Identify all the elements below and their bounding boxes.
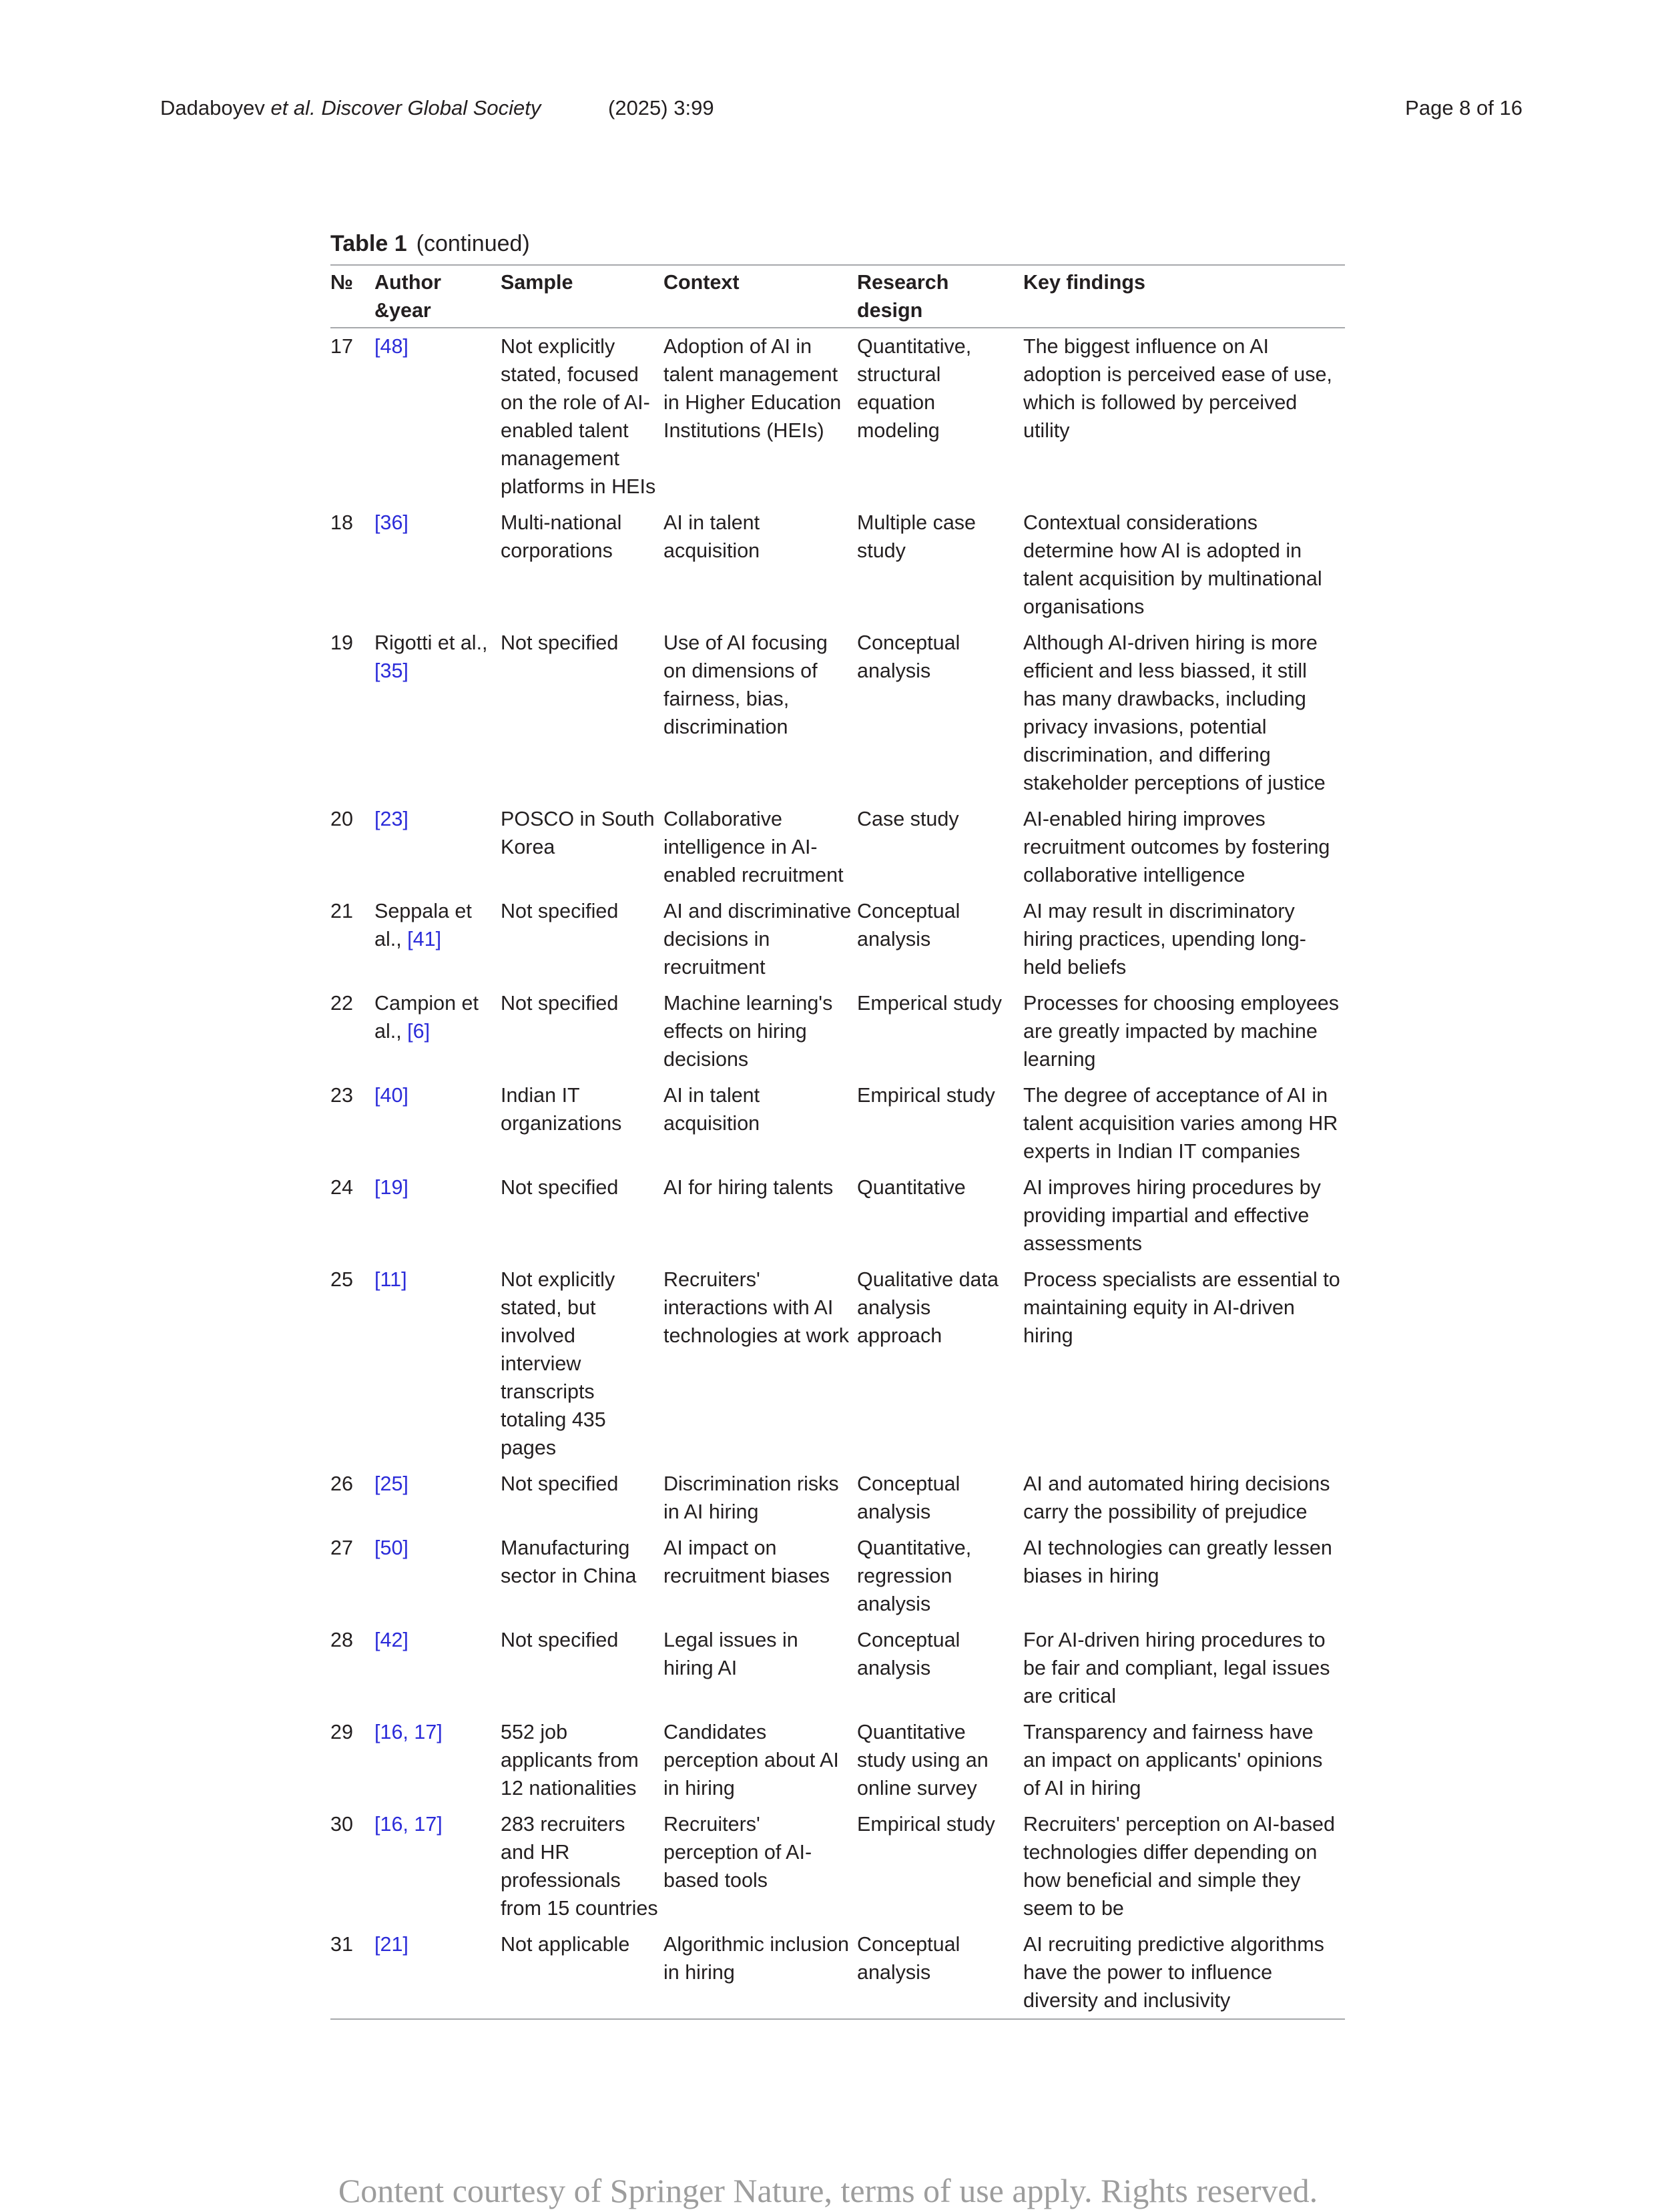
sample-cell: Manufacturing sector in China — [501, 1537, 637, 1587]
header-sample: Sample — [501, 271, 573, 294]
author-year-cell — [374, 1622, 501, 1714]
citation-link[interactable]: 16, 17 — [380, 1813, 437, 1836]
citation-bracket-close: ] — [402, 1629, 408, 1651]
citation-bracket-open: [ — [374, 659, 380, 682]
sample-cell: Not specified — [501, 1176, 619, 1199]
research-design-cell: Conceptual analysis — [857, 1472, 960, 1523]
author-year-cell — [374, 801, 501, 893]
key-findings-cell: Although AI-driven hiring is more efficient and less biassed, it still has many drawbacks, including privacy invasions, potential discrimination, and differing stakeholder perceptions of justice — [1023, 631, 1326, 794]
citation-bracket-close: ] — [402, 659, 408, 682]
table-row — [330, 801, 1345, 893]
table-caption — [330, 227, 1345, 264]
table-caption-label: Table 1 — [330, 231, 407, 256]
research-design-cell: Quantitative study using an online survey — [857, 1721, 989, 1800]
key-findings-cell: The biggest influence on AI adoption is perceived ease of use, which is followed by perceived utility — [1023, 335, 1332, 442]
sample-cell: 552 job applicants from 12 nationalities — [501, 1721, 639, 1800]
citation-link[interactable]: 35 — [380, 659, 403, 682]
table-row — [330, 1926, 1345, 2019]
table-row — [330, 1714, 1345, 1806]
table-row — [330, 1466, 1345, 1530]
sample-cell: Indian IT organizations — [501, 1084, 622, 1135]
row-number: 28 — [330, 1629, 353, 1651]
research-design-cell: Emperical study — [857, 992, 1002, 1015]
citation-bracket-open: [ — [374, 1629, 380, 1651]
author-year-cell — [374, 1714, 501, 1806]
citation-bracket-close: ] — [402, 1472, 408, 1495]
row-number: 22 — [330, 992, 353, 1015]
citation-bracket-open: [ — [374, 1933, 380, 1956]
row-number: 27 — [330, 1537, 353, 1559]
key-findings-cell: AI and automated hiring decisions carry the possibility of prejudice — [1023, 1472, 1330, 1523]
running-head-authors: Dadaboyev — [160, 96, 265, 119]
author-year-cell — [374, 1466, 501, 1530]
header-context: Context — [663, 271, 740, 294]
context-cell: AI and discriminative decisions in recruitment — [663, 900, 852, 979]
research-design-cell: Quantitative, structural equation modeling — [857, 335, 972, 442]
citation-bracket-open: [ — [374, 511, 380, 534]
author-year-cell — [374, 1926, 501, 2019]
research-design-cell: Conceptual analysis — [857, 1933, 960, 1984]
header-author-year: Author &year — [374, 271, 441, 322]
author-year-cell — [374, 625, 501, 801]
header-key-findings: Key findings — [1023, 271, 1146, 294]
citation-bracket-open: [ — [374, 1537, 380, 1559]
context-cell: Use of AI focusing on dimensions of fairness, bias, discrimination — [663, 631, 828, 738]
citation-link[interactable]: 36 — [380, 511, 403, 534]
key-findings-cell: The degree of acceptance of AI in talent acquisition varies among HR experts in Indian IT companies — [1023, 1084, 1338, 1163]
citation-bracket-open: [ — [374, 1268, 380, 1291]
table-row — [330, 505, 1345, 625]
citation-link[interactable]: 11 — [380, 1268, 402, 1291]
author-year-cell — [374, 1262, 501, 1466]
citation-link[interactable]: 41 — [412, 928, 436, 950]
row-number: 21 — [330, 900, 353, 922]
context-cell: AI in talent acquisition — [663, 1084, 760, 1135]
table-row — [330, 328, 1345, 505]
sample-cell: Not specified — [501, 992, 619, 1015]
author-year-cell — [374, 1530, 501, 1622]
citation-bracket-close: ] — [435, 928, 442, 950]
row-number: 19 — [330, 631, 353, 654]
author-name: Rigotti et al., — [374, 631, 488, 654]
key-findings-cell: AI technologies can greatly lessen biases in hiring — [1023, 1537, 1332, 1587]
author-year-cell — [374, 328, 501, 505]
table-row — [330, 893, 1345, 985]
author-year-cell — [374, 985, 501, 1077]
header-no: № — [330, 271, 353, 294]
author-year-cell — [374, 505, 501, 625]
author-year-cell — [374, 1169, 501, 1262]
research-design-cell: Empirical study — [857, 1084, 995, 1107]
citation-bracket-open: [ — [407, 1020, 413, 1043]
research-design-cell: Conceptual analysis — [857, 631, 960, 682]
running-head-etal: et al. — [270, 96, 316, 119]
row-number: 26 — [330, 1472, 353, 1495]
literature-table — [330, 264, 1345, 2020]
key-findings-cell: AI recruiting predictive algorithms have the power to influence diversity and inclusivity — [1023, 1933, 1324, 2012]
table-caption-subtitle: (continued) — [416, 231, 530, 256]
research-design-cell: Empirical study — [857, 1813, 995, 1836]
running-head-citation — [160, 93, 541, 123]
copyright-watermark: Content courtesy of Springer Nature, terms of use apply. Rights reserved. — [338, 2172, 1318, 2209]
context-cell: Recruiters' interactions with AI technologies at work — [663, 1268, 850, 1347]
context-cell: Discrimination risks in AI hiring — [663, 1472, 839, 1523]
context-cell: Collaborative intelligence in AI-enabled recruitment — [663, 808, 844, 886]
sample-cell: Not specified — [501, 1629, 619, 1651]
research-design-cell: Quantitative — [857, 1176, 966, 1199]
context-cell: Candidates perception about AI in hiring — [663, 1721, 839, 1800]
citation-link[interactable]: 40 — [380, 1084, 403, 1107]
author-name: Seppala et al., — [374, 900, 472, 950]
citation-link[interactable]: 23 — [380, 808, 403, 830]
citation-bracket-close: ] — [437, 1721, 443, 1743]
citation-bracket-open: [ — [374, 335, 380, 358]
citation-bracket-open: [ — [374, 1813, 380, 1836]
key-findings-cell: Transparency and fairness have an impact on applicants' opinions of AI in hiring — [1023, 1721, 1323, 1800]
table-row — [330, 1806, 1345, 1926]
key-findings-cell: Processes for choosing employees are greatly impacted by machine learning — [1023, 992, 1339, 1071]
sample-cell: 283 recruiters and HR professionals from 15 countries — [501, 1813, 658, 1920]
author-year-cell — [374, 893, 501, 985]
key-findings-cell: Recruiters' perception on AI-based technologies differ depending on how beneficial and simple they seem to be — [1023, 1813, 1335, 1920]
citation-bracket-close: ] — [424, 1020, 431, 1043]
row-number: 17 — [330, 335, 353, 358]
research-design-cell: Conceptual analysis — [857, 900, 960, 950]
page-number: Page 8 of 16 — [1405, 96, 1523, 119]
citation-bracket-close: ] — [402, 1084, 408, 1107]
citation-bracket-close: ] — [402, 511, 408, 534]
key-findings-cell: AI improves hiring procedures by providing impartial and effective assessments — [1023, 1176, 1321, 1255]
citation-bracket-open: [ — [374, 808, 380, 830]
citation-bracket-open: [ — [407, 928, 413, 950]
table-block — [330, 227, 1345, 2020]
key-findings-cell: Contextual considerations determine how AI is adopted in talent acquisition by multinational organisations — [1023, 511, 1322, 618]
table-body — [330, 328, 1345, 2019]
row-number: 23 — [330, 1084, 353, 1107]
citation-link[interactable]: 16, 17 — [380, 1721, 437, 1743]
sample-cell: Multi-national corporations — [501, 511, 622, 562]
author-name: Campion et al., — [374, 992, 479, 1043]
context-cell: Adoption of AI in talent management in Higher Education Institutions (HEIs) — [663, 335, 842, 442]
running-head-year-volume: (2025) 3:99 — [608, 96, 714, 119]
citation-link[interactable]: 21 — [380, 1933, 403, 1956]
citation-bracket-close: ] — [402, 1176, 408, 1199]
citation-link[interactable]: 42 — [380, 1629, 403, 1651]
table-row — [330, 1262, 1345, 1466]
citation-bracket-open: [ — [374, 1472, 380, 1495]
context-cell: AI in talent acquisition — [663, 511, 760, 562]
header-research-design: Research design — [857, 271, 949, 322]
sample-cell: Not explicitly stated, but involved interview transcripts totaling 435 pages — [501, 1268, 615, 1459]
author-year-cell — [374, 1806, 501, 1926]
running-head-journal: Discover Global Society — [321, 96, 541, 119]
context-cell: Recruiters' perception of AI-based tools — [663, 1813, 812, 1892]
row-number: 20 — [330, 808, 353, 830]
sample-cell: Not explicitly stated, focused on the role of AI-enabled talent management platforms in HEIs — [501, 335, 656, 498]
citation-bracket-close: ] — [402, 1933, 408, 1956]
row-number: 30 — [330, 1813, 353, 1836]
sample-cell: Not applicable — [501, 1933, 630, 1956]
table-row — [330, 985, 1345, 1077]
key-findings-cell: Process specialists are essential to maintaining equity in AI-driven hiring — [1023, 1268, 1340, 1347]
sample-cell: POSCO in South Korea — [501, 808, 655, 858]
research-design-cell: Case study — [857, 808, 959, 830]
citation-bracket-close: ] — [402, 808, 408, 830]
research-design-cell: Multiple case study — [857, 511, 976, 562]
table-row — [330, 625, 1345, 801]
table-row — [330, 1622, 1345, 1714]
row-number: 18 — [330, 511, 353, 534]
table-header-row — [330, 265, 1345, 328]
context-cell: Algorithmic inclusion in hiring — [663, 1933, 849, 1984]
context-cell: AI impact on recruitment biases — [663, 1537, 830, 1587]
key-findings-cell: AI may result in discriminatory hiring practices, upending long-held beliefs — [1023, 900, 1306, 979]
sample-cell: Not specified — [501, 631, 619, 654]
table-row — [330, 1077, 1345, 1169]
running-head — [160, 93, 1523, 123]
table-row — [330, 1169, 1345, 1262]
research-design-cell: Conceptual analysis — [857, 1629, 960, 1679]
context-cell: AI for hiring talents — [663, 1176, 834, 1199]
context-cell: Legal issues in hiring AI — [663, 1629, 798, 1679]
author-year-cell — [374, 1077, 501, 1169]
citation-link[interactable]: 25 — [380, 1472, 403, 1495]
research-design-cell: Qualitative data analysis approach — [857, 1268, 999, 1347]
row-number: 29 — [330, 1721, 353, 1743]
citation-bracket-close: ] — [402, 335, 408, 358]
context-cell: Machine learning's effects on hiring decisions — [663, 992, 833, 1071]
sample-cell: Not specified — [501, 900, 619, 922]
citation-link[interactable]: 19 — [380, 1176, 403, 1199]
key-findings-cell: For AI-driven hiring procedures to be fair and compliant, legal issues are critical — [1023, 1629, 1330, 1707]
citation-bracket-open: [ — [374, 1084, 380, 1107]
citation-link[interactable]: 50 — [380, 1537, 403, 1559]
citation-bracket-close: ] — [401, 1268, 407, 1291]
citation-bracket-close: ] — [402, 1537, 408, 1559]
research-design-cell: Quantitative, regression analysis — [857, 1537, 972, 1615]
row-number: 25 — [330, 1268, 353, 1291]
key-findings-cell: AI-enabled hiring improves recruitment outcomes by fostering collaborative intelligence — [1023, 808, 1330, 886]
citation-link[interactable]: 6 — [412, 1020, 425, 1043]
row-number: 24 — [330, 1176, 353, 1199]
sample-cell: Not specified — [501, 1472, 619, 1495]
citation-link[interactable]: 48 — [380, 335, 403, 358]
row-number: 31 — [330, 1933, 353, 1956]
citation-bracket-open: [ — [374, 1721, 380, 1743]
citation-bracket-open: [ — [374, 1176, 380, 1199]
citation-bracket-close: ] — [437, 1813, 443, 1836]
table-row — [330, 1530, 1345, 1622]
